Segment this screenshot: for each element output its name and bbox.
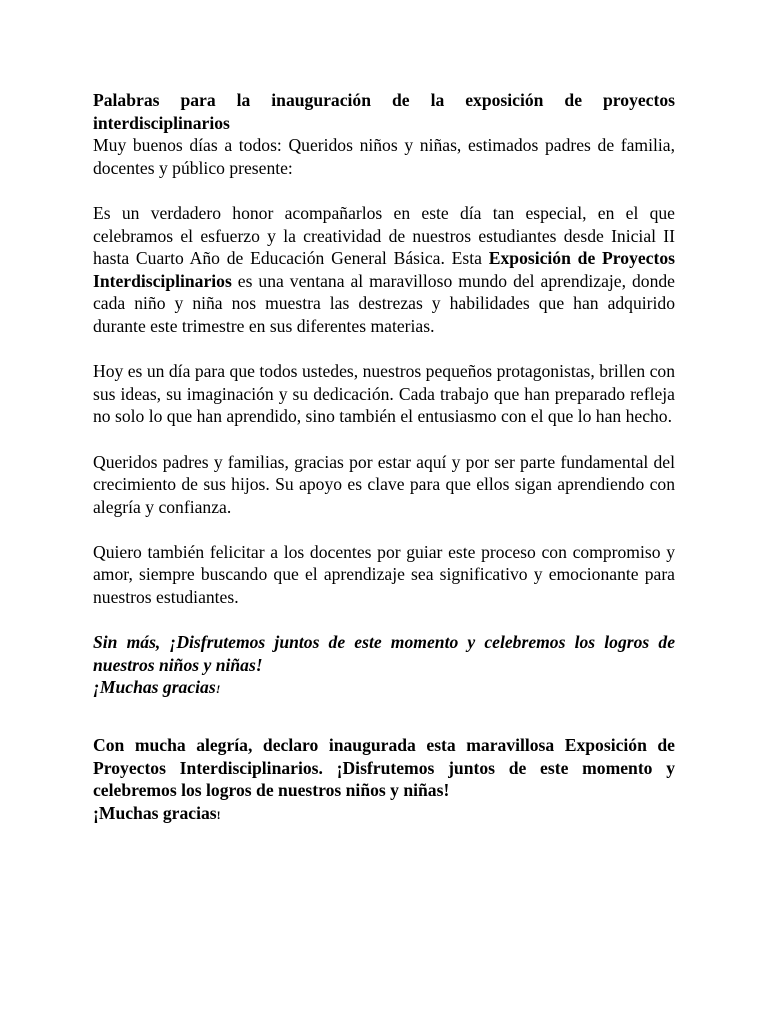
paragraph-parents: Queridos padres y familias, gracias por estar aquí y por ser parte fundamental del crecimiento de sus hijos. Su apoyo es clave para que ellos sigan aprendiendo con alegría y confianza. xyxy=(93,451,675,517)
closing-bold-thanks xyxy=(93,802,675,827)
document-title: Palabras para la inauguración de la exposición de proyectos interdisciplinarios xyxy=(93,90,675,133)
paragraph-honor xyxy=(93,202,675,338)
thanks-text: ¡Muchas gracias xyxy=(93,802,217,823)
paragraph-honor-text-end: es una ventana al maravilloso mundo del aprendizaje, donde cada niño y niña nos muestra las destrezas y habilidades que han adquirido durante este trimestre en sus diferentes materias. xyxy=(93,270,675,336)
thanks-exclamation: ! xyxy=(215,682,221,697)
closing-italic-thanks xyxy=(93,676,675,701)
thanks-exclamation: ! xyxy=(216,807,221,822)
paragraph-teachers: Quiero también felicitar a los docentes por guiar este proceso con compromiso y amor, siempre buscando que el aprendizaje sea significativo y emocionante para nuestros estudiantes. xyxy=(93,541,675,608)
greeting: Muy buenos días a todos: Queridos niños y niñas, estimados padres de familia, docentes y público presente: xyxy=(93,135,675,178)
paragraph-honor-text: Es un verdadero honor acompañarlos en este día tan especial, en el que celebramos el esfuerzo y la creatividad de nuestros estudiantes desde Inicial II hasta Cuarto Año de Educación General Básica. Esta xyxy=(93,202,675,269)
document-page xyxy=(93,89,675,826)
thanks-text: ¡Muchas gracias xyxy=(93,677,216,698)
closing-italic-line: Sin más, ¡Disfrutemos juntos de este momento y celebremos los logros de nuestros niños y niñas! xyxy=(93,632,675,675)
paragraph-protagonists: Hoy es un día para que todos ustedes, nuestros pequeños protagonistas, brillen con sus ideas, su imaginación y su dedicación. Cada trabajo que han preparado refleja no solo lo que han aprendido, sino también el entusiasmo con el que lo han hecho. xyxy=(93,361,675,427)
exhibition-name: Exposición de Proyectos Interdisciplinarios xyxy=(93,248,675,291)
closing-bold-line: Con mucha alegría, declaro inaugurada esta maravillosa Exposición de Proyectos Interdisciplinarios. ¡Disfrutemos juntos de este momento y celebremos los logros de nuestros niños y niñas! xyxy=(93,735,675,801)
